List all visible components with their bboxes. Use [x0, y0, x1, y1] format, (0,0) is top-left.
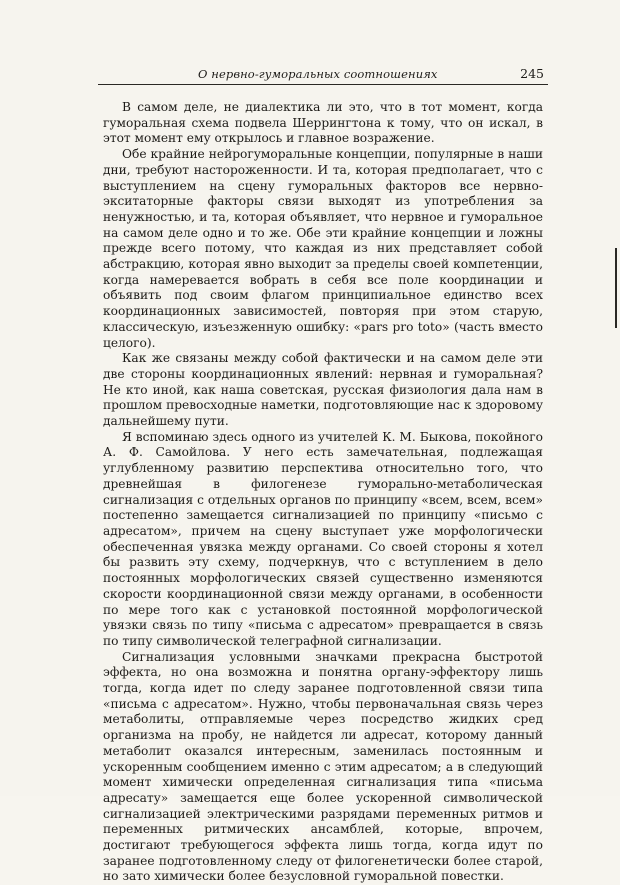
page-number: 245 [520, 66, 544, 81]
paragraph: Я вспоминаю здесь одного из учителей К. М. Быкова, покойного А. Ф. Самойлова. У него есть замечательная, подлежащая углубленному развитию перспектива относительно того, что древнейшая в филогенезе гуморально-метаболическая сигнализация с отдельных органов по принципу «всем, всем, всем» постепенно замещается сигнализацией по принципу «письмо с адресатом», причем на сцену выступает уже морфологически обеспеченная увязка между органами. Со своей стороны я хотел бы развить эту схему, подчеркнув, что с вступлением в дело постоянных морфологических связей существенно изменяются скорости координационной связи между органами, в особенности по мере того как с установкой постоянной морфологической увязки связь по типу «письма с адресатом» превращается в связь по типу символической телеграфной сигнализации. [103, 429, 543, 648]
paragraph: Обе крайние нейрогуморальные концепции, популярные в наши дни, требуют настороженности. И та, которая предполагает, что с выступлением на сцену гуморальных факторов все нервно-экситаторные факторы связи выходят из употребления за ненужностью, и та, которая объявляет, что нервное и гуморальное на самом деле одно и то же. Обе эти крайние концепции и ложны прежде всего потому, что каждая из них представляет собой абстракцию, которая явно выходит за пределы своей компетенции, когда намеревается вобрать в себя все поле координации и объявить под своим флагом принципиальное единство всех координационных зависимостей, повторяя при этом старую, классическую, изъезженную ошибку: «pars pro toto» (часть вместо целого). [103, 147, 543, 350]
paragraph: Сигнализация условными значками прекрасна быстротой эффекта, но она возможна и понятна органу-эффектору лишь тогда, когда идет по следу заранее подготовленной связи типа «письма с адресатом». Нужно, чтобы первоначальная связь через метаболиты, отправляемые через посредство жидких сред организма на пробу, не найдется ли адресат, которому данный метаболит оказался интересным, заменилась постоянным и ускоренным сообщением именно с этим адресатом; а в следующий момент химически определенная сигнализация типа «письма адресату» замещается еще более ускоренной символической сигнализацией электрическими разрядами переменных ритмов и переменных ритмических ансамблей, которые, впрочем, достигают требующегося эффекта лишь тогда, когда идут по заранее подготовленному следу от филогенетически более старой, но зато химически более безусловной гуморальной повестки. [103, 649, 543, 884]
paragraph: В самом деле, не диалектика ли это, что в тот момент, когда гуморальная схема подвела Шеррингтона к тому, что он искал, в этот момент ему открылось и главное возражение. [103, 100, 543, 146]
paragraph: Как же связаны между собой фактически и на самом деле эти две стороны координационных явлений: нервная и гуморальная? Не кто иной, как наша советская, русская физиология дала нам в прошлом превосходные наметки, подготовляющие нас к здоровому дальнейшему пути. [103, 351, 543, 429]
page-edge-mark [615, 248, 617, 328]
body-text [103, 100, 543, 885]
running-header [98, 62, 548, 85]
running-title: О нервно-гуморальных соотношениях [198, 67, 438, 81]
